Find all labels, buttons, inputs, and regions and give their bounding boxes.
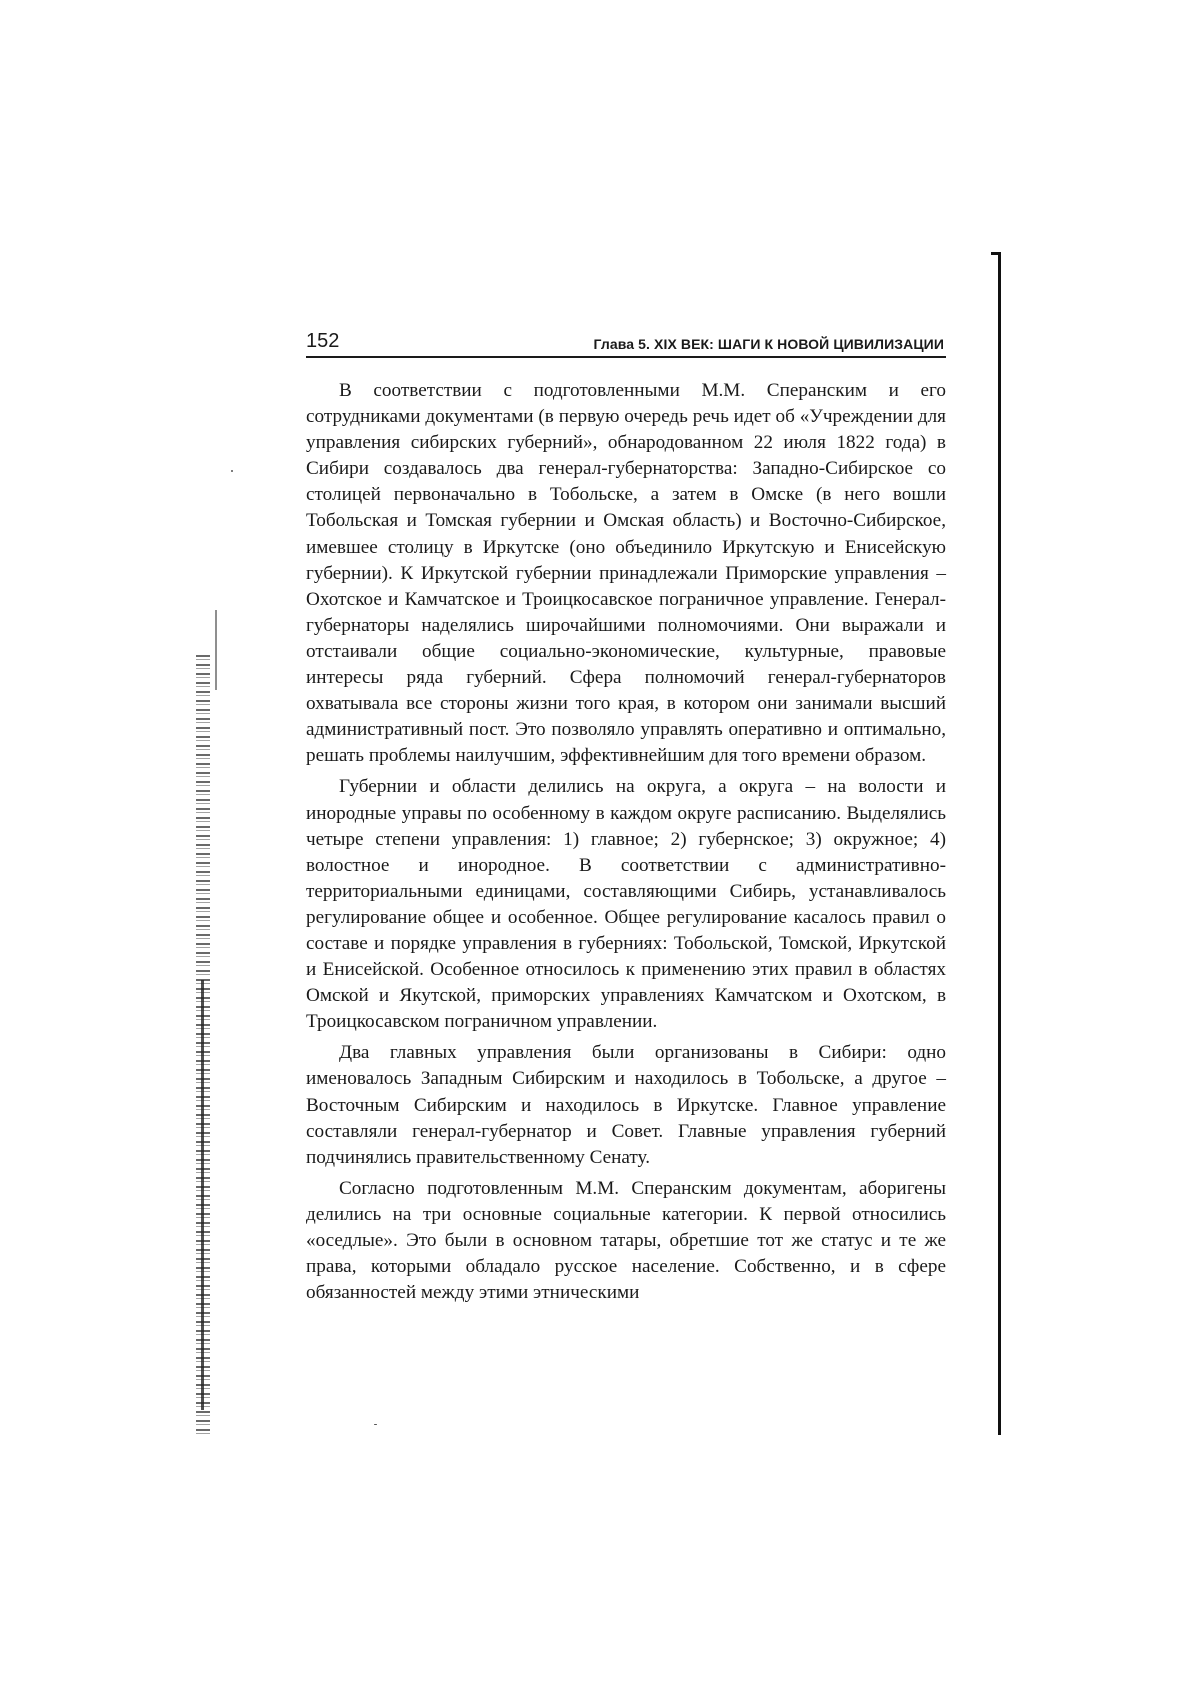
page-number: 152 [306, 330, 340, 352]
paragraph: Согласно подготовленным М.М. Сперанским документам, аборигены делились на три основные социальные категории. К первой относились «оседлые». Это были в основном татары, обретшие тот же статус и те же права, которыми обладало русское население. Собственно, и в сфере обязанностей между этими этническими [306, 1177, 946, 1304]
paragraph: Губернии и области делились на округа, а округа – на волости и инородные управы по особенному в каждом округе расписанию. Выделялись четыре степени управления: 1) главное; 2) губернское; 3) окружное; 4) волостное и инородное. В соответствии с административно-территориальными единицами, составляющими Сибирь, устанавливалось регулирование общее и особенное. Общее регулирование касалось правил о составе и порядке управления в губерниях: Тобольской, Томской, Иркутской и Енисейской. Особенное относилось к применению этих правил в областях Омской и Якутской, приморских управлениях Камчатском и Охотском, в Троицкосавском пограничном управлении. [306, 776, 946, 1033]
binding-mark [215, 610, 217, 690]
scan-speck [231, 470, 233, 472]
scan-speck [374, 1424, 377, 1425]
scan-edge-line [998, 252, 1001, 1435]
binding-line [201, 980, 204, 1410]
paragraph: Два главных управления были организованы в Сибири: одно именовалось Западным Сибирским и находилось в Тобольске, а другое – Восточным Сибирским и находилось в Иркутске. Главное управление составляли генерал-губернатор и Совет. Главные управления губерний подчинялись правительственному Сенату. [306, 1042, 946, 1168]
body-text [306, 378, 946, 1311]
running-header [306, 328, 946, 358]
running-title: Глава 5. XIX ВЕК: ШАГИ К НОВОЙ ЦИВИЛИЗАЦИИ [593, 336, 944, 352]
paragraph: В соответствии с подготовленными М.М. Сперанским и его сотрудниками документами (в первую очередь речь идет об «Учреждении для управления сибирских губерний», обнародованном 22 июля 1822 года) в Сибири создавалось два генерал-губернаторства: Западно-Сибирское со столицей первоначально в Тобольске, а затем в Омске (в него вошли Тобольская и Томская губернии и Омская область) и Восточно-Сибирское, имевшее столицу в Иркутске (оно объединило Иркутскую и Енисейскую губернии). К Иркутской губернии принадлежали Приморские управления – Охотское и Камчатское и Троицкосавское пограничное управление. Генерал-губернаторы наделялись широчайшими полномочиями. Они выражали и отстаивали общие социально-экономические, культурные, правовые интересы ряда губерний. Сфера полномочий генерал-губернаторов охватывала все стороны жизни того края, в котором они занимали высший административный пост. Это позволяло управлять оперативно и оптимально, решать проблемы наилучшим, эффективнейшим для того времени образом. [306, 380, 946, 767]
